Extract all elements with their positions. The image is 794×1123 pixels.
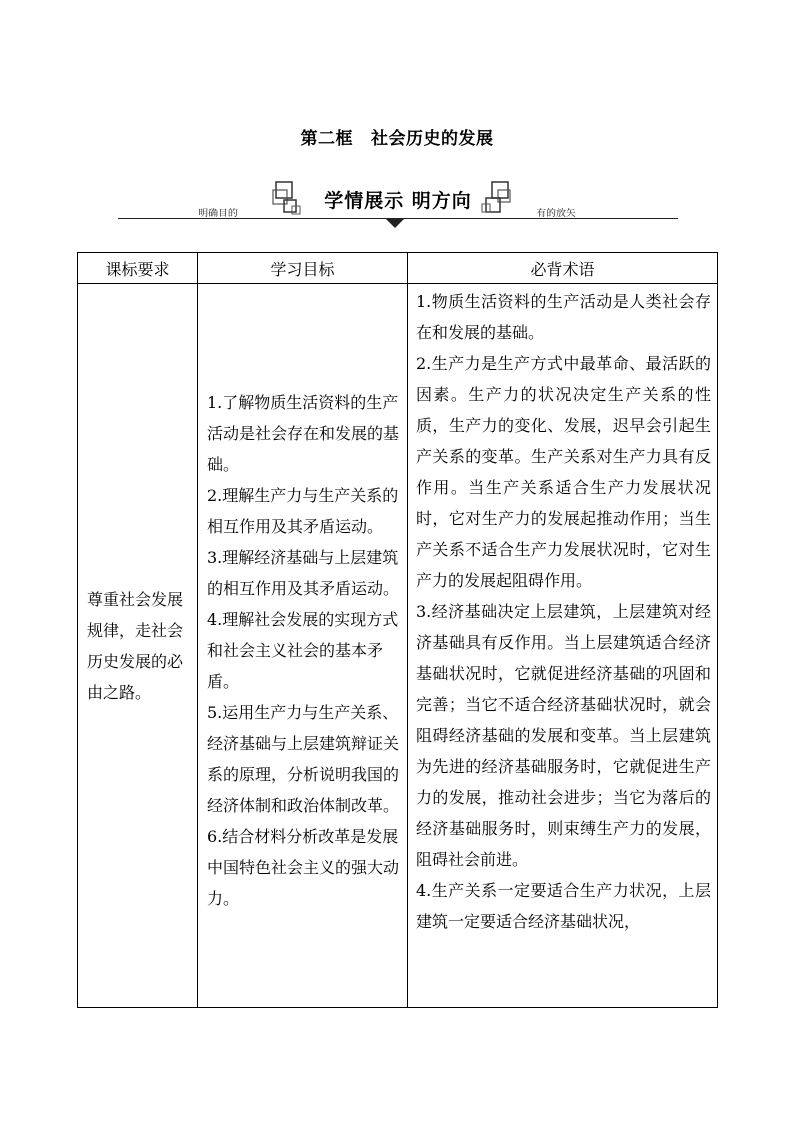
goals-cell: [198, 284, 408, 1008]
goal-item: 6.结合材料分析改革是发展中国特色社会主义的强大动力。: [207, 827, 400, 908]
banner-left-ornament-icon: [270, 180, 304, 216]
term-item: 1.物质生活资料的生产活动是人类社会存在和发展的基础。: [416, 292, 711, 342]
banner-left-caption: 明确目的: [198, 209, 238, 219]
learning-table: [77, 252, 718, 1008]
banner-pointer-icon: [386, 219, 404, 228]
header-curriculum: 课标要求: [78, 253, 198, 284]
header-terms: 必背术语: [408, 253, 718, 284]
goal-item: 4.理解社会发展的实现方式和社会主义社会的基本矛盾。: [207, 610, 399, 691]
term-item: 4.生产关系一定要适合生产力状况，上层建筑一定要适合经济基础状况，: [416, 881, 711, 931]
banner-right-caption: 有的放矢: [536, 209, 576, 219]
term-item: 2.生产力是生产方式中最革命、最活跃的因素。生产力的状况决定生产关系的性质，生产力的变化、发展，迟早会引起生产关系的变革。生产关系对生产力具有反作用。当生产关系适合生产力发展状况时，它对生产力的发展起推动作用；当生产关系不适合生产力发展状况时，它对生产力的发展起阻碍作用。: [416, 354, 711, 590]
header-goals: 学习目标: [198, 253, 408, 284]
curriculum-text: 尊重社会发展规律，走社会历史发展的必由之路。: [87, 589, 184, 702]
terms-cell: [408, 284, 718, 1008]
goal-item: 3.理解经济基础与上层建筑的相互作用及其矛盾运动。: [207, 548, 400, 598]
goal-item: 2.理解生产力与生产关系的相互作用及其矛盾运动。: [207, 486, 399, 536]
page-title: [0, 124, 794, 149]
section-banner: [118, 178, 678, 233]
banner-heading: 学情展示 明方向: [324, 190, 472, 212]
goal-item: 5.运用生产力与生产关系、经济基础与上层建筑辩证关系的原理，分析说明我国的经济体制和政治体制改革。: [207, 703, 400, 815]
term-item: 3.经济基础决定上层建筑，上层建筑对经济基础具有反作用。当上层建筑适合经济基础状况时，它就促进经济基础的巩固和完善；当它不适合经济基础状况时，就会阻碍经济基础的发展和变革。当上层建筑为先进的经济基础服务时，它就促进生产力的发展，推动社会进步；当它为落后的经济基础服务时，则束缚生产力的发展，阻碍社会前进。: [416, 602, 711, 869]
section-label: 第二框: [300, 129, 353, 149]
goal-item: 1.了解物质生活资料的生产活动是社会存在和发展的基础。: [207, 393, 400, 474]
table-row: [78, 284, 718, 1008]
section-title: 社会历史的发展: [371, 129, 494, 149]
curriculum-cell: [78, 284, 198, 1008]
table-header-row: [78, 253, 718, 284]
